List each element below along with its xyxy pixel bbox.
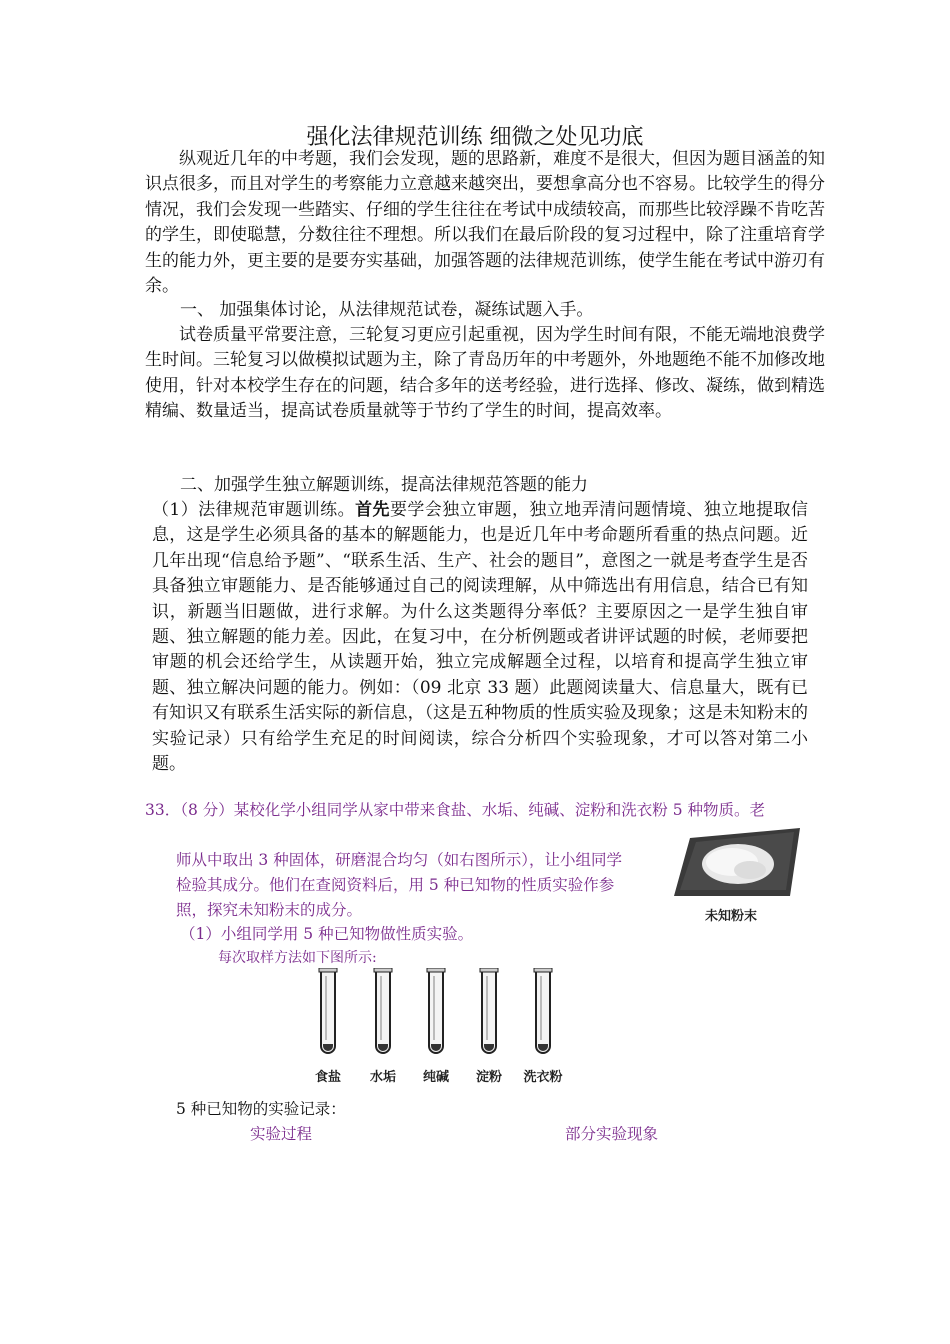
- section1-text: 试卷质量平常要注意，三轮复习更应引起重视，因为学生时间有限，不能无端地浪费学生时间。三轮复习以做模拟试题为主，除了青岛历年的中考题外，外地题绝不能不加修改地使用，针对本校学生存在的问题，结合多年的送考经验，进行选择、修改、凝练，做到精选精编、数量适当，提高试卷质量就等于节约了学生的时间，提高效率。: [145, 325, 825, 422]
- intro-text: 纵观近几年的中考题，我们会发现，题的思路新，难度不是很大，但因为题目涵盖的知识点很多，而且对学生的考察能力立意越来越突出，要想拿高分也不容易。比较学生的得分情况，我们会发现一些踏实、仔细的学生往往在考试中成绩较高，而那些比较浮躁不肯吃苦的学生，即使聪慧，分数往往不理想。所以我们在最后阶段的复习过程中，除了注重培育学生的能力外，更主要的是要夯实基础，加强答题的法律规范训练，使学生能在考试中游刃有余。: [145, 149, 825, 297]
- test-tube-icon: [317, 968, 339, 1058]
- question-sub1: （1）小组同学用 5 种已知物做性质实验。: [180, 925, 474, 943]
- section2-sub-bold: 首先: [355, 500, 390, 520]
- section2-paragraph: [152, 498, 808, 777]
- sampling-caption: 每次取样方法如下图所示:: [218, 950, 377, 966]
- section1-heading: 一、 加强集体讨论，从法律规范试卷，凝练试题入手。: [180, 300, 594, 320]
- tube-label: 纯碱: [422, 1070, 449, 1085]
- section1-paragraph: [145, 323, 825, 425]
- page-title: 强化法律规范训练 细微之处见功底: [306, 125, 644, 150]
- section2-text: [152, 498, 808, 777]
- section2-sub-prefix: （1）法律规范审题训练。: [152, 500, 356, 520]
- column-header-process: 实验过程: [250, 1125, 313, 1143]
- test-tube-icon: [532, 968, 554, 1058]
- question-line2: 师从中取出 3 种固体，研磨混合均匀（如右图所示），让小组同学检验其成分。他们在查阅资料后，用 5 种已知物的性质实验作参照，探究未知粉末的成分。: [176, 851, 622, 919]
- question-line1: 33．（8 分）某校化学小组同学从家中带来食盐、水垢、纯碱、淀粉和洗衣粉 5 种物质。老: [145, 801, 765, 819]
- tube-label: 食盐: [314, 1070, 341, 1085]
- intro-paragraph: [145, 147, 825, 299]
- section2-sub-rest: 要学会独立审题，独立地弄清问题情境、独立地提取信息，这是学生必须具备的基本的解题能力，也是近几年中考命题所看重的热点问题。近几年出现“信息给予题”、“联系生活、生产、社会的题目”，意图之一就是考查学生是否具备独立审题能力、是否能够通过自己的阅读理解，从中筛选出有用信息，结合已有知识，新题当旧题做，进行求解。为什么这类题得分率低？主要原因之一是学生独自审题、独立解题的能力差。因此，在复习中，在分析例题或者讲评试题的时候，老师要把审题的机会还给学生，从读题开始，独立完成解题全过程，以培育和提高学生独立审题、独立解决问题的能力。例如：（09 北京 33 题）此题阅读量大、信息量大，既有已有知识又有联系生活实际的新信息，（这是五种物质的性质实验及现象；这是未知粉末的实验记录）只有给学生充足的时间阅读，综合分析四个实验现象，才可以答对第二小题。: [152, 500, 808, 775]
- test-tube-icon: [425, 968, 447, 1058]
- column-header-phenomena: 部分实验现象: [565, 1125, 659, 1143]
- test-tube-figure: [300, 968, 590, 1088]
- tube-label: 洗衣粉: [523, 1070, 563, 1085]
- record-title: 5 种已知物的实验记录：: [176, 1100, 346, 1118]
- test-tube-icon: [372, 968, 394, 1058]
- powder-caption: 未知粉末: [705, 909, 758, 924]
- test-tube-icon: [478, 968, 500, 1058]
- tube-label: 水垢: [369, 1070, 396, 1085]
- tube-label: 淀粉: [475, 1070, 502, 1085]
- section2-heading: 二、加强学生独立解题训练，提高法律规范答题的能力: [180, 475, 588, 495]
